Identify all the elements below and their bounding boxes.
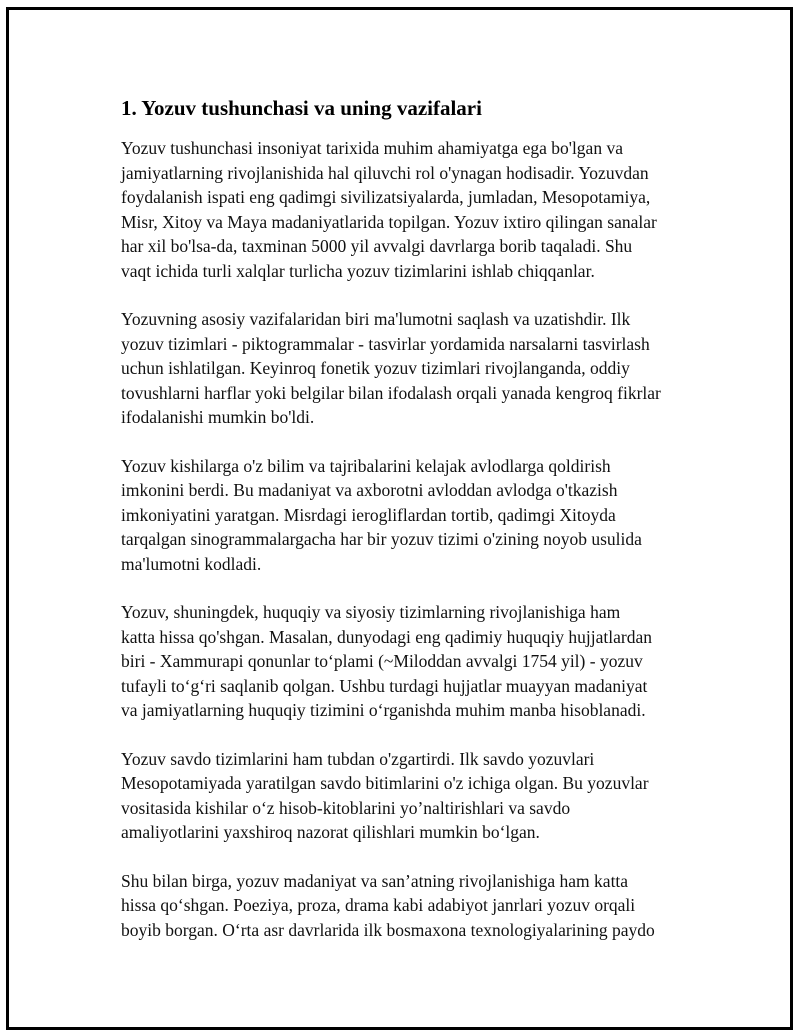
text-line: Shu bilan birga, yozuv madaniyat va san’atning rivojlanishiga ham katta bbox=[121, 870, 629, 891]
page-frame bbox=[6, 7, 793, 1030]
paragraph-4 bbox=[121, 600, 701, 723]
text-line: ifodalanishi mumkin bo'ldi. bbox=[121, 407, 315, 427]
text-line: Yozuv tushunchasi insoniyat tarixida muhim ahamiyatga ega bo'lgan va bbox=[121, 138, 623, 158]
text-line: yozuv tizimlari - piktogrammalar - tasvirlar yordamida narsalarni tasvirlash bbox=[121, 333, 650, 354]
text-line: vaqt ichida turli xalqlar turlicha yozuv tizimlarini ishlab chiqqanlar. bbox=[121, 260, 595, 281]
text-line: Yozuv kishilarga o'z bilim va tajribalarini kelajak avlodlarga qoldirish bbox=[121, 455, 611, 476]
section-heading: 1. Yozuv tushunchasi va uning vazifalari bbox=[121, 96, 482, 120]
text-line: tarqalgan sinogrammalargacha har bir yozuv tizimi o'zining noyob usulida bbox=[121, 529, 642, 549]
text-line: Misr, Xitoy va Maya madaniyatlarida topilgan. Yozuv ixtiro qilingan sanalar bbox=[121, 211, 657, 232]
paragraph-6 bbox=[121, 869, 701, 943]
text-line: Yozuv, shuningdek, huquqiy va siyosiy tizimlarning rivojlanishiga ham bbox=[121, 602, 621, 622]
paragraph-2 bbox=[121, 307, 701, 430]
text-line: amaliyotlarini yaxshiroq nazorat qilishlari mumkin bo‘lgan. bbox=[121, 822, 540, 842]
text-line: katta hissa qo'shgan. Masalan, dunyodagi eng qadimiy huquqiy hujjatlardan bbox=[121, 626, 652, 647]
text-line: Yozuv savdo tizimlarini ham tubdan o'zgartirdi. Ilk savdo yozuvlari bbox=[121, 748, 595, 769]
text-line: Yozuvning asosiy vazifalaridan biri ma'lumotni saqlash va uzatishdir. Ilk bbox=[121, 309, 631, 329]
text-line: ma'lumotni kodladi. bbox=[121, 553, 262, 574]
text-line: biri - Xammurapi qonunlar to‘plami (~Miloddan avvalgi 1754 yil) - yozuv bbox=[121, 651, 643, 671]
document-body bbox=[121, 96, 701, 966]
text-line: tufayli to‘g‘ri saqlanib qolgan. Ushbu turdagi hujjatlar muayyan madaniyat bbox=[121, 675, 648, 696]
text-line: Mesopotamiyada yaratilgan savdo bitimlarini o'z ichiga olgan. Bu yozuvlar bbox=[121, 773, 649, 793]
paragraph-3 bbox=[121, 454, 701, 577]
text-line: imkonini berdi. Bu madaniyat va axborotni avloddan avlodga o'tkazish bbox=[121, 480, 618, 500]
text-line: uchun ishlatilgan. Keyinroq fonetik yozuv tizimlari rivojlanganda, oddiy bbox=[121, 358, 630, 378]
text-line: va jamiyatlarning huquqiy tizimini o‘rganishda muhim manba hisoblanadi. bbox=[121, 700, 646, 720]
text-line: vositasida kishilar o‘z hisob-kitoblarini yo’naltirishlari va savdo bbox=[121, 797, 571, 818]
text-line: tovushlarni harflar yoki belgilar bilan ifodalash orqali yanada kengroq fikrlar bbox=[121, 382, 661, 403]
text-line: boyib borgan. O‘rta asr davrlarida ilk bosmaxona texnologiyalarining paydo bbox=[121, 919, 655, 940]
text-line: har xil bo'lsa-da, taxminan 5000 yil avvalgi davrlarga borib taqaladi. Shu bbox=[121, 236, 633, 256]
paragraph-5 bbox=[121, 747, 701, 845]
text-line: foydalanish ispati eng qadimgi sivilizatsiyalarda, jumladan, Mesopotamiya, bbox=[121, 187, 651, 207]
paragraph-1 bbox=[121, 136, 701, 283]
text-line: jamiyatlarning rivojlanishida hal qiluvchi rol o'ynagan hodisadir. Yozuvdan bbox=[121, 162, 649, 183]
text-line: imkoniyatini yaratgan. Misrdagi ierogliflardan tortib, qadimgi Xitoyda bbox=[121, 504, 616, 525]
text-line: hissa qo‘shgan. Poeziya, proza, drama kabi adabiyot janrlari yozuv orqali bbox=[121, 895, 636, 915]
